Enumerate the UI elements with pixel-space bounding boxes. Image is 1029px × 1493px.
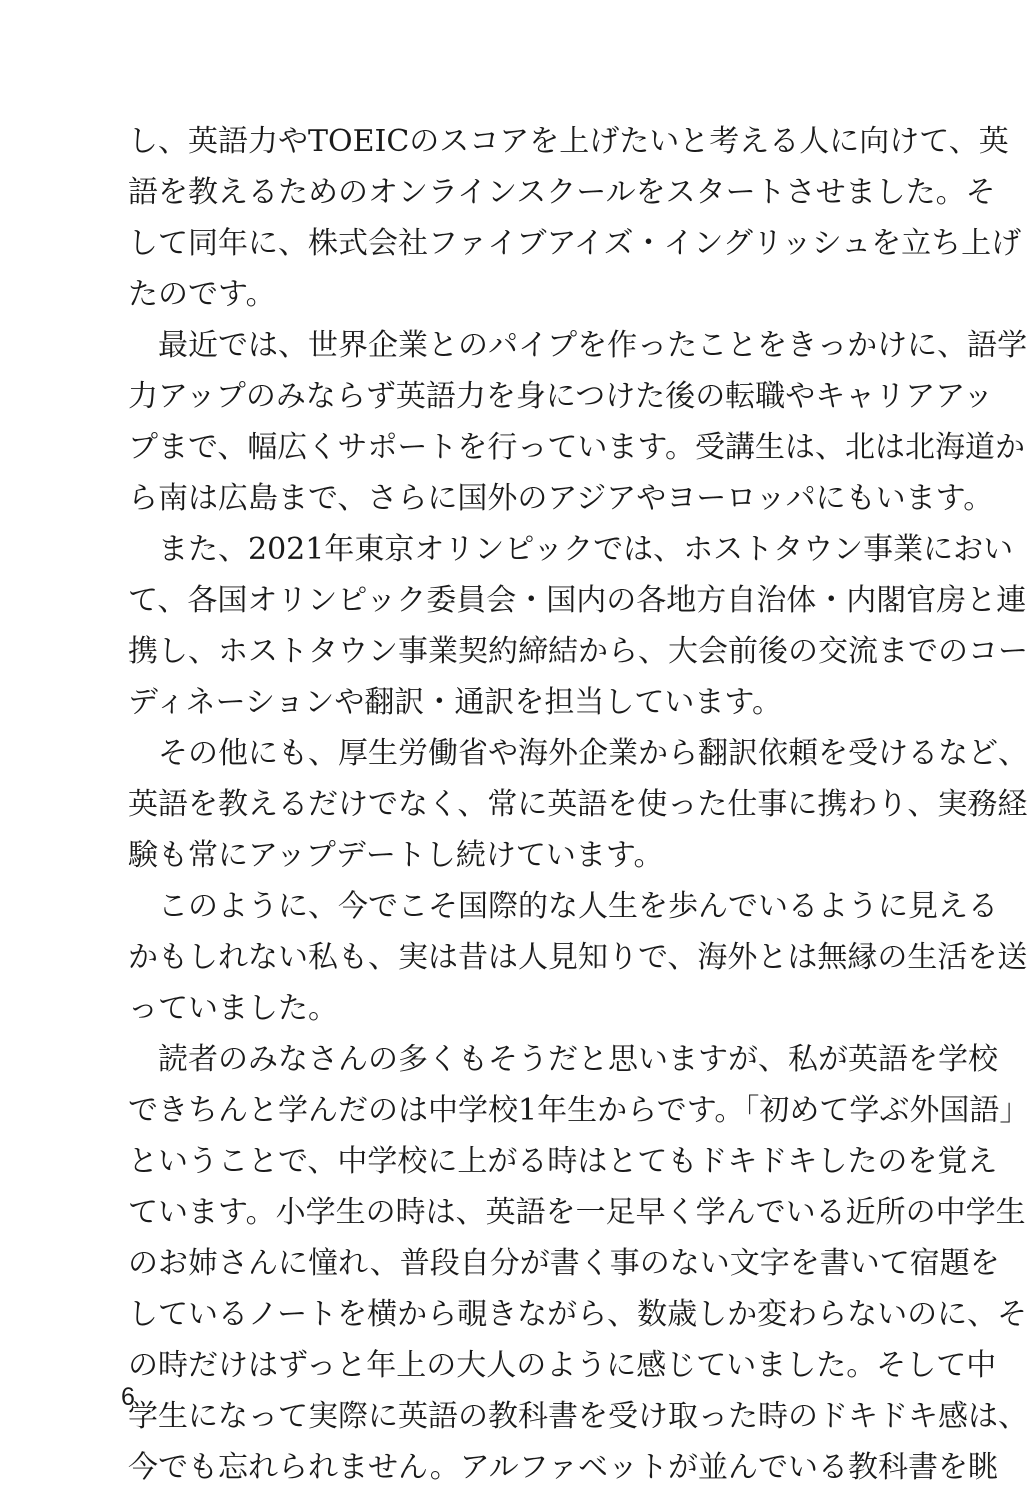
text-line: し、英語力やTOEICのスコアを上げたいと考える人に向けて、英 (128, 124, 1009, 159)
text-line: できちんと学んだのは中学校1年生からです。「初めて学ぶ外国語」 (128, 1093, 1029, 1128)
text-line: て、各国オリンピック委員会・国内の各地方自治体・内閣官房と連 (128, 583, 1027, 618)
text-line: 語を教えるためのオンラインスクールをスタートさせました。そ (128, 175, 996, 210)
text-line: のお姉さんに憧れ、普段自分が書く事のない文字を書いて宿題を (128, 1246, 1000, 1281)
text-line: たのです。 (128, 277, 276, 312)
text-line: しているノートを横から覗きながら、数歳しか変わらないのに、そ (128, 1297, 1028, 1332)
text-line: して同年に、株式会社ファイブアイズ・イングリッシュを立ち上げ (128, 226, 1022, 261)
text-line: このように、今でこそ国際的な人生を歩んでいるように見える (158, 889, 998, 924)
text-line: 携し、ホストタウン事業契約締結から、大会前後の交流までのコー (128, 634, 1028, 669)
body-text (128, 116, 1029, 1493)
text-line: 今でも忘れられません。アルファベットが並んでいる教科書を眺 (128, 1450, 998, 1485)
text-line: また、2021年東京オリンピックでは、ホストタウン事業におい (158, 532, 1014, 567)
text-line: ということで、中学校に上がる時はとてもドキドキしたのを覚え (128, 1144, 998, 1179)
text-line: 読者のみなさんの多くもそうだと思いますが、私が英語を学校 (158, 1042, 998, 1077)
text-line: その他にも、厚生労働省や海外企業から翻訳依頼を受けるなど、 (158, 736, 1028, 771)
text-line: ディネーションや翻訳・通訳を担当しています。 (128, 685, 782, 720)
text-line: 力アップのみならず英語力を身につけた後の転職やキャリアアッ (128, 379, 994, 414)
text-line: ら南は広島まで、さらに国外のアジアやヨーロッパにもいます。 (128, 481, 994, 516)
text-line: の時だけはずっと年上の大人のように感じていました。そして中 (128, 1348, 997, 1383)
text-line: 最近では、世界企業とのパイプを作ったことをきっかけに、語学 (158, 328, 1028, 363)
text-line: かもしれない私も、実は昔は人見知りで、海外とは無縁の生活を送 (128, 940, 1028, 975)
text-line: プまで、幅広くサポートを行っています。受講生は、北は北海道か (128, 430, 1025, 465)
text-line: 学生になって実際に英語の教科書を受け取った時のドキドキ感は、 (128, 1399, 1028, 1434)
text-line: 験も常にアップデートし続けています。 (128, 838, 664, 873)
page-number: 6 (121, 1383, 135, 1411)
text-line: ています。小学生の時は、英語を一足早く学んでいる近所の中学生 (128, 1195, 1026, 1230)
text-line: 英語を教えるだけでなく、常に英語を使った仕事に携わり、実務経 (128, 787, 1028, 822)
text-line: っていました。 (128, 991, 338, 1026)
